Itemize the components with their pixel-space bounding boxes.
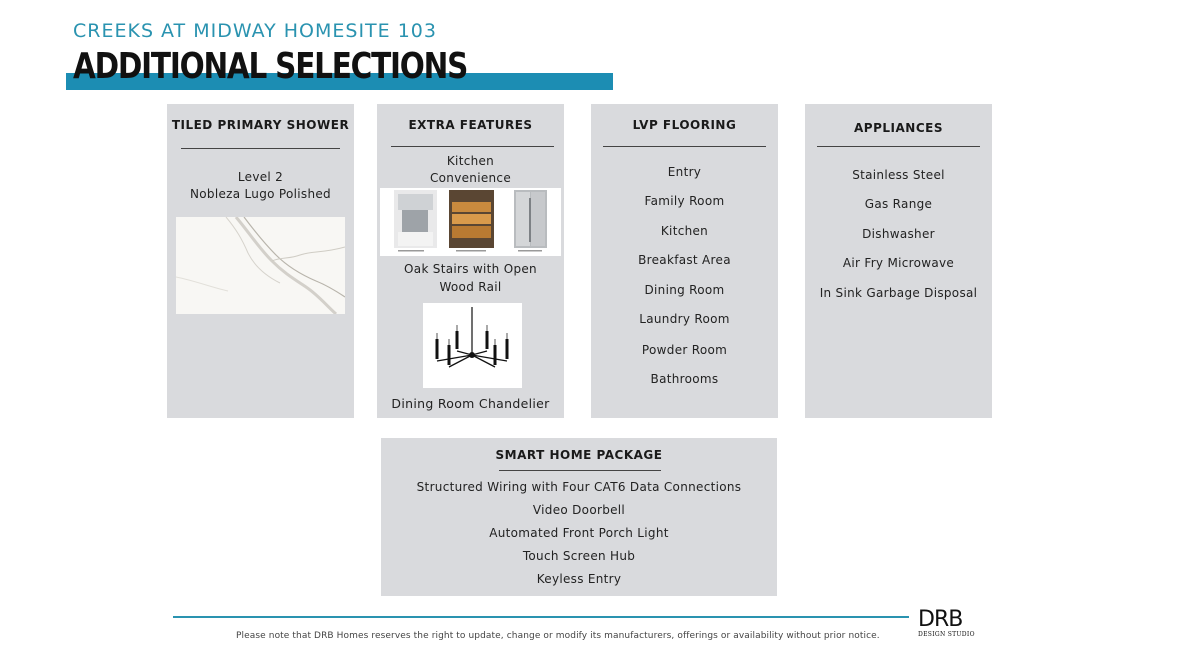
flooring-item: Powder Room bbox=[641, 343, 728, 357]
flooring-item: Bathrooms bbox=[650, 372, 719, 386]
oak-stairs-label: Oak Stairs with Open Wood Rail bbox=[404, 262, 537, 294]
chandelier-icon bbox=[423, 303, 522, 388]
flooring-item: Breakfast Area bbox=[638, 253, 731, 267]
flooring-panel-title: LVP FLOORING bbox=[632, 118, 737, 132]
appliance-item: Stainless Steel bbox=[852, 168, 945, 182]
chandelier-image bbox=[423, 303, 522, 388]
appliance-item: Gas Range bbox=[864, 197, 933, 211]
shower-panel bbox=[167, 104, 354, 418]
footer-rule bbox=[173, 616, 909, 618]
smart-home-item: Automated Front Porch Light bbox=[489, 526, 669, 540]
flooring-item: Entry bbox=[667, 165, 702, 179]
page-title: ADDITIONAL SELECTIONS bbox=[73, 46, 468, 87]
smart-home-item: Structured Wiring with Four CAT6 Data Connections bbox=[416, 480, 742, 494]
shower-panel-title: TILED PRIMARY SHOWER bbox=[171, 118, 350, 132]
smart-home-panel-rule bbox=[499, 470, 661, 471]
flooring-item: Dining Room bbox=[644, 283, 725, 297]
extras-panel-title: EXTRA FEATURES bbox=[408, 118, 533, 132]
smart-home-item: Touch Screen Hub bbox=[522, 549, 636, 563]
marble-texture bbox=[176, 217, 345, 314]
flooring-item: Laundry Room bbox=[639, 312, 730, 326]
smart-home-panel bbox=[381, 438, 777, 596]
appliance-item: Dishwasher bbox=[862, 227, 935, 241]
shower-level: Level 2 bbox=[237, 170, 284, 184]
extras-panel-rule bbox=[391, 146, 554, 147]
marble-tile-image bbox=[176, 217, 345, 314]
logo-mark: DRB bbox=[918, 607, 963, 632]
flooring-panel-rule bbox=[603, 146, 766, 147]
kitchen-package-photos bbox=[380, 188, 561, 256]
shower-panel-rule bbox=[181, 148, 340, 149]
kitchen-package-image bbox=[380, 188, 561, 256]
appliances-panel-rule bbox=[817, 146, 980, 147]
page-subtitle: CREEKS AT MIDWAY HOMESITE 103 bbox=[73, 20, 437, 42]
chandelier-label: Dining Room Chandelier bbox=[391, 396, 550, 411]
appliances-panel-title: APPLIANCES bbox=[854, 121, 943, 135]
appliance-item: In Sink Garbage Disposal bbox=[819, 286, 978, 300]
footer-disclaimer: Please note that DRB Homes reserves the right to update, change or modify its manufacturers, offerings or availability without prior notice. bbox=[236, 631, 880, 641]
shower-tile-name: Nobleza Lugo Polished bbox=[190, 187, 331, 201]
appliance-item: Air Fry Microwave bbox=[842, 256, 955, 270]
smart-home-item: Keyless Entry bbox=[536, 572, 622, 586]
drb-design-studio-logo bbox=[918, 609, 976, 643]
logo-subtext: DESIGN STUDIO bbox=[918, 631, 975, 638]
flooring-item: Kitchen bbox=[660, 224, 709, 238]
smart-home-item: Video Doorbell bbox=[532, 503, 626, 517]
flooring-item: Family Room bbox=[644, 194, 725, 208]
kitchen-package-label: Kitchen Convenience bbox=[429, 154, 512, 185]
flooring-panel bbox=[591, 104, 778, 418]
extras-panel bbox=[377, 104, 564, 418]
smart-home-panel-title: SMART HOME PACKAGE bbox=[495, 448, 663, 462]
appliances-panel bbox=[805, 104, 992, 418]
